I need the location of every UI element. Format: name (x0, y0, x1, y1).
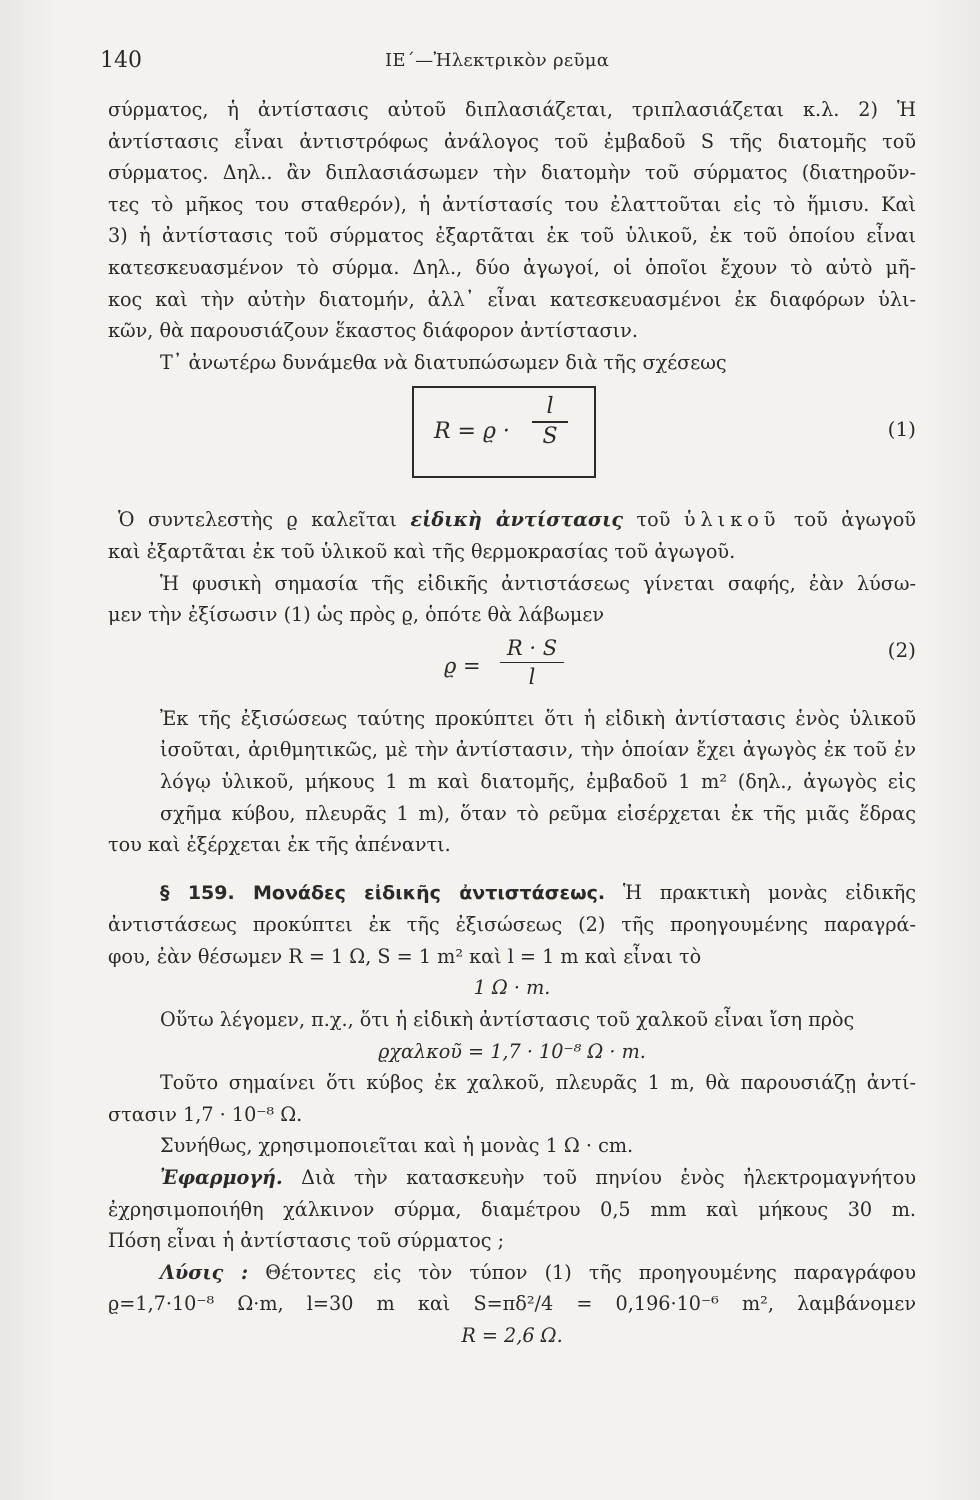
equation-1-lhs: R = ϱ · (434, 419, 510, 445)
solution-result: R = 2,6 Ω. (461, 1324, 563, 1347)
text-segment: Ὁ συντελεστὴς ϱ καλεῖται (118, 508, 397, 532)
solution (108, 1257, 916, 1320)
fraction (532, 394, 568, 450)
equation-2 (108, 631, 916, 703)
paragraph-cube-meaning (108, 1067, 916, 1130)
text-segment: Διὰ τὴν κατασκευὴν τοῦ πηνίου ἑνὸς ἠλεκτρομαγνήτου (301, 1166, 916, 1190)
text-line: Πόση εἶναι ἡ ἀντίστασις τοῦ σύρματος ; (108, 1229, 505, 1253)
equation-1 (108, 386, 916, 498)
text-line: ἰσοῦται, ἀριθμητικῶς, μὲ τὴν ἀντίστασιν, τὴν ὁποίαν ἔχει ἀγωγὸς ἐκ τοῦ ἐν (160, 738, 916, 762)
text-line (108, 504, 916, 536)
text-line: 3) ἡ ἀντίστασις τοῦ σύρματος ἐξαρτᾶται ἐκ τοῦ ὑλικοῦ, ἐκ τοῦ ὁποίου εἶναι (108, 224, 916, 248)
text-line: φου, ἐὰν θέσωμεν R = 1 Ω, S = 1 m² καὶ l = 1 m καὶ εἶναι τὸ (108, 944, 702, 968)
text-segment: Ἡ πρακτικὴ μονὰς εἰδικῆς (622, 880, 917, 904)
equation-2-lhs: ϱ = (444, 653, 481, 678)
text-line (108, 877, 916, 910)
text-segment: τοῦ ἀγωγοῦ (793, 508, 916, 532)
fraction (500, 635, 564, 691)
paragraph-interpretation (108, 703, 916, 861)
fraction-bar (532, 421, 568, 423)
numerator: R · S (506, 635, 558, 660)
denominator: S (542, 423, 558, 449)
running-head: ΙΕ΄—Ἠλεκτρικὸν ρεῦμα (385, 50, 610, 71)
text-line: Τοῦτο σημαίνει ὅτι κύβος ἐκ χαλκοῦ, πλευρᾶς 1 m, θὰ παρουσιάζῃ ἀντί- (160, 1071, 916, 1095)
text-line: κῶν, θὰ παρουσιάζουν ἕκαστος διάφορον ἀντίστασιν. (108, 319, 638, 343)
boxed-formula (412, 386, 596, 478)
text-segment: τοῦ (636, 508, 671, 532)
section-159 (108, 877, 916, 973)
page-number: 140 (100, 48, 142, 73)
page-body (108, 94, 916, 1352)
solution-label: Λύσις : (160, 1260, 249, 1284)
equation-number: (1) (887, 417, 916, 442)
paragraph-specific-resistance (108, 504, 916, 567)
text-line (108, 1257, 916, 1289)
equation-number: (2) (887, 637, 916, 662)
text-line: σύρματος, ἡ ἀντίστασις αὐτοῦ διπλασιάζεται, τριπλασιάζεται κ.λ. 2) Ἡ (108, 98, 916, 121)
text-line: καὶ ἐξαρτᾶται ἐκ τοῦ ὑλικοῦ καὶ τῆς θερμοκρασίας τοῦ ἀγωγοῦ. (108, 539, 736, 563)
text-segment: Θέτοντες εἰς τὸν τύπον (1) τῆς προηγουμένης παραγράφου (265, 1260, 917, 1284)
application-example (108, 1162, 916, 1257)
text-line: ϱ=1,7·10⁻⁸ Ω·m, l=30 m καὶ S=πδ²/4 = 0,196·10⁻⁶ m², λαμβάνομεν (108, 1292, 916, 1316)
text-line: κος καὶ τὴν αὐτὴν διατομήν, ἀλλ᾽ εἶναι κατεσκευασμένοι ἐκ διαφόρων ὑλι- (108, 287, 916, 311)
text-line: Ἐκ τῆς ἐξισώσεως ταύτης προκύπτει ὅτι ἡ εἰδικὴ ἀντίστασις ἑνὸς ὑλικοῦ (160, 706, 916, 730)
text-line: κατεσκευασμένον τὸ σύρμα. Δηλ., δύο ἀγωγοί, οἱ ὁποῖοι ἔχουν τὸ αὐτὸ μῆ- (108, 255, 916, 279)
text-line: σχῆμα κύβου, πλευρᾶς 1 m), ὅταν τὸ ρεῦμα εἰσέρχεται ἐκ τῆς μιᾶς ἕδρας (160, 801, 916, 825)
text-line: του καὶ ἐξέρχεται ἐκ τῆς ἀπέναντι. (108, 833, 451, 857)
text-line: ἀντίστασις εἶναι ἀντιστρόφως ἀνάλογος τοῦ ἐμβαδοῦ S τῆς διατομῆς τοῦ (108, 129, 916, 153)
emphasized-word: ὑλικοῦ (683, 508, 781, 532)
paragraph-copper-example: Οὕτω λέγομεν, π.χ., ὅτι ἡ εἰδικὴ ἀντίστασις τοῦ χαλκοῦ εἶναι ἴση πρὸς (160, 1008, 855, 1032)
paragraph-formulation: Τ᾽ ἀνωτέρω δυνάμεθα νὰ διατυπώσωμεν διὰ τῆς σχέσεως (160, 350, 727, 374)
section-title: § 159. Μονάδες εἰδικῆς ἀντιστάσεως. (160, 881, 606, 904)
text-line: σύρματος. Δηλ.. ἂν διπλασιάσωμεν τὴν διατομὴν τοῦ σύρματος (διατηροῦν- (108, 161, 916, 185)
term-specific-resistance: εἰδικὴ ἀντίστασις (410, 508, 624, 532)
text-line: ἀντιστάσεως προκύπτει ἐκ τῆς ἐξισώσεως (2) τῆς προηγουμένης παραγρά- (108, 913, 916, 937)
copper-resistivity-formula: ϱχαλκοῦ = 1,7 · 10⁻⁸ Ω · m. (378, 1039, 646, 1063)
denominator: l (528, 665, 536, 690)
application-label: Ἐφαρμογή. (160, 1166, 283, 1190)
text-line (108, 1162, 916, 1194)
page-header (100, 48, 920, 78)
text-line: μεν τὴν ἐξίσωσιν (1) ὡς πρὸς ϱ, ὁπότε θὰ λάβωμεν (108, 603, 605, 627)
paragraph-resistance-laws (108, 94, 916, 347)
paragraph-cm-unit: Συνήθως, χρησιμοποιεῖται καὶ ἡ μονὰς 1 Ω · cm. (160, 1134, 634, 1158)
text-line: στασιν 1,7 · 10⁻⁸ Ω. (108, 1102, 303, 1126)
unit-formula: 1 Ω · m. (473, 976, 551, 1000)
text-line: λόγῳ ὑλικοῦ, μήκους 1 m καὶ διατομῆς, ἐμβαδοῦ 1 m² (δηλ., ἀγωγὸς εἰς (160, 769, 916, 793)
text-line: Ἡ φυσικὴ σημασία τῆς εἰδικῆς ἀντιστάσεως γίνεται σαφής, ἐὰν λύσω- (160, 571, 916, 595)
text-line: ἐχρησιμοποιήθη χάλκινον σύρμα, διαμέτρου 0,5 mm καὶ μήκους 30 m. (108, 1197, 916, 1221)
numerator: l (546, 394, 554, 420)
fraction-bar (500, 662, 564, 664)
text-line: τες τὸ μῆκος του σταθερόν), ἡ ἀντίστασίς του ἐλαττοῦται εἰς τὸ ἥμισυ. Καὶ (108, 192, 916, 216)
paragraph-physical-meaning (108, 568, 916, 631)
